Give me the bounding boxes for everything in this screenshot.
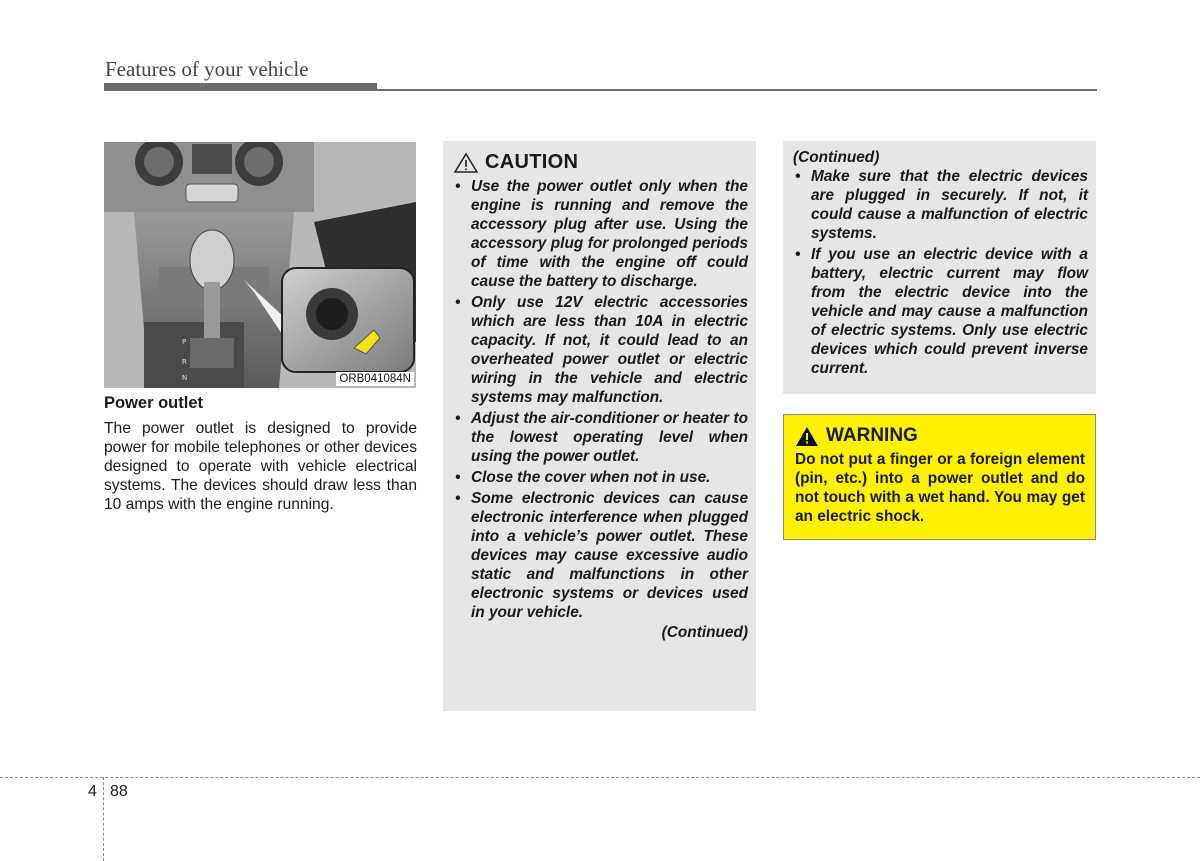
- continued-item: • Make sure that the electric devices are plugged in securely. If not, it could cause a malfunction of electric systems.: [795, 168, 1088, 242]
- svg-text:R: R: [182, 358, 187, 366]
- warning-box: [783, 414, 1096, 540]
- section-heading: Power outlet: [104, 394, 204, 412]
- continued-list: [793, 167, 1088, 378]
- caution-item: • Close the cover when not in use.: [455, 469, 711, 486]
- caution-triangle-icon: [453, 152, 479, 174]
- svg-text:N: N: [182, 374, 188, 382]
- warning-triangle-icon: [795, 426, 819, 447]
- svg-text:P: P: [182, 338, 187, 346]
- caution-continued: (Continued): [661, 624, 748, 641]
- caution-box: [443, 141, 756, 711]
- section-body: The power outlet is designed to provide power for mobile telephones or other devices designed to operate with vehicle electrical systems. The devices should draw less than 10 amps with the engine running.: [104, 420, 417, 513]
- caution-item: • Adjust the air-conditioner or heater to the lowest operating level when using the power outlet.: [455, 410, 748, 465]
- console-illustration: [104, 142, 416, 388]
- continued-item: • If you use an electric device with a battery, electric current may flow from the electric device into the vehicle and may cause a malfunction of electric systems. Only use electric devices which could prevent inverse current.: [795, 246, 1088, 377]
- caution-item: • Use the power outlet only when the engine is running and remove the accessory plug after use. Using the accessory plug for prolonged periods of time with the engine off could cause the battery to discharge.: [455, 178, 748, 290]
- page-number: 88: [110, 783, 128, 800]
- warning-title: WARNING: [826, 425, 918, 446]
- header-rule: [104, 89, 1097, 91]
- chapter-number: 4: [88, 783, 97, 800]
- footer-rule: [0, 777, 1200, 778]
- caution-list: [453, 177, 748, 622]
- continued-label: (Continued): [793, 149, 880, 166]
- footer-divider: [103, 777, 104, 861]
- continued-caution-box: [783, 141, 1096, 394]
- caution-item: • Only use 12V electric accessories which are less than 10A in electric capacity. If not, it could lead to an overheated power outlet or electric wiring in the vehicle and electric systems may malfunction.: [455, 294, 748, 406]
- power-outlet-photo: [104, 142, 416, 388]
- figure-code: ORB041084N: [336, 372, 414, 386]
- caution-title: CAUTION: [485, 151, 579, 173]
- caution-item: • Some electronic devices can cause electronic interference when plugged into a vehicle’s power outlet. These devices may cause excessive audio static and malfunctions in other electronic systems or devices used in your vehicle.: [455, 490, 748, 621]
- warning-text: Do not put a finger or a foreign element (pin, etc.) into a power outlet and do not touch with a wet hand. You may get an electric shock.: [795, 451, 1085, 525]
- page-header-title: Features of your vehicle: [105, 57, 309, 81]
